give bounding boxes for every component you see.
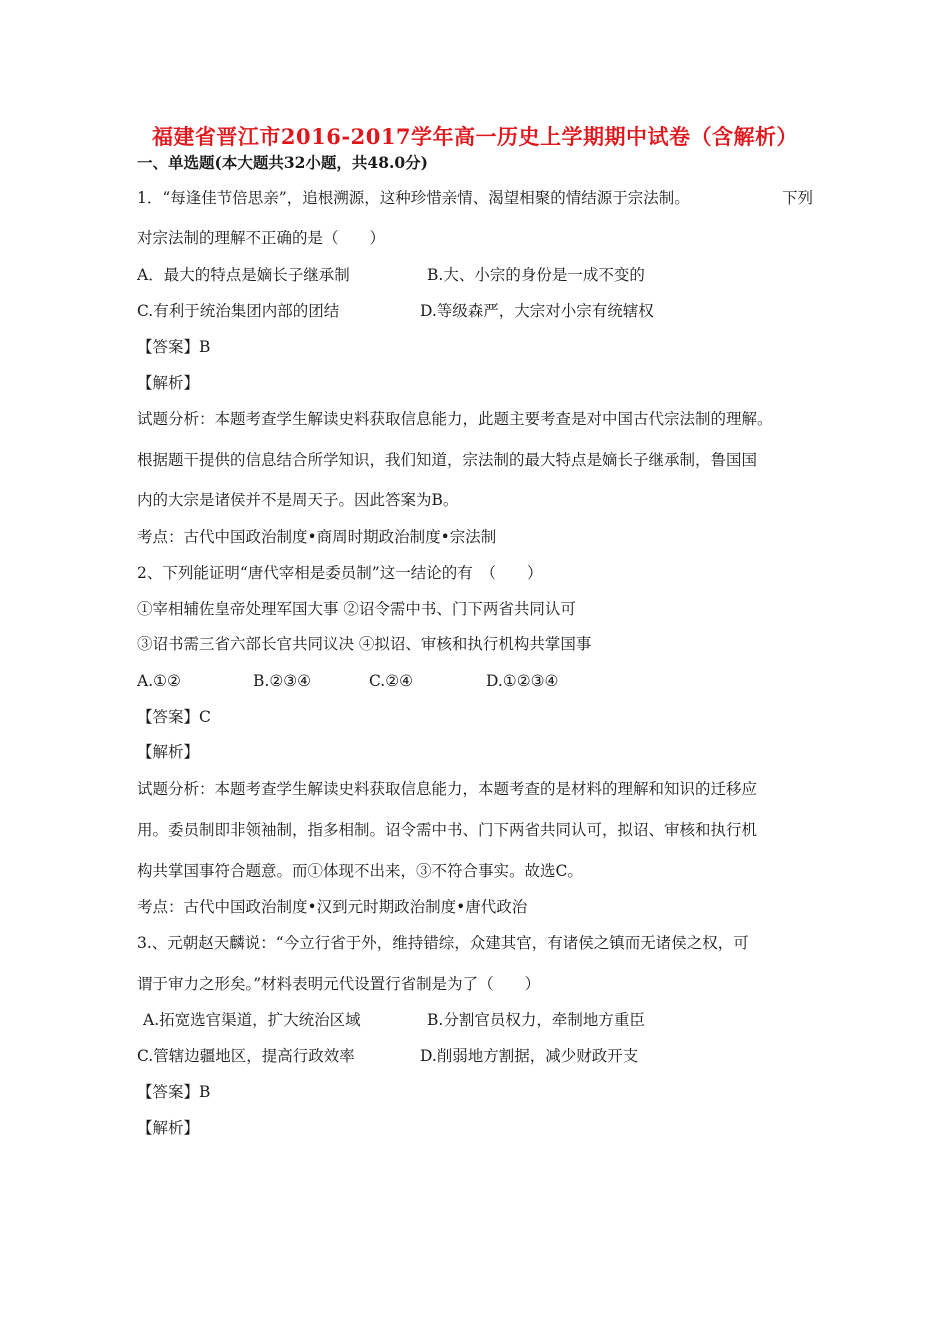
q2-option-c: C.②④ [369, 672, 414, 690]
q1-stem-line-2: 对宗法制的理解不正确的是（ ） [137, 229, 386, 247]
q1-analysis-line-3: 内的大宗是诸侯并不是周天子。因此答案为B。 [137, 491, 459, 509]
document-title: 福建省晋江市2016-2017学年高一历史上学期期中试卷（含解析） [151, 124, 799, 149]
q3-answer: 【答案】B [137, 1083, 211, 1101]
q1-option-c: C.有利于统治集团内部的团结 [137, 302, 340, 320]
q3-options-row-2 [137, 1046, 639, 1066]
q1-stem-line-1 [137, 188, 814, 208]
q1-options-row-1 [137, 265, 645, 285]
q1-options-row-2 [137, 301, 654, 321]
q1-option-d: D.等级森严，大宗对小宗有统辖权 [420, 302, 654, 320]
q1-analysis-line-2: 根据题干提供的信息结合所学知识，我们知道，宗法制的最大特点是嫡长子继承制，鲁国国 [137, 451, 758, 469]
q2-options-row [137, 671, 559, 691]
q1-option-b: B.大、小宗的身份是一成不变的 [427, 266, 645, 284]
q2-stem: 2、下列能证明“唐代宰相是委员制”这一结论的有 （ ） [137, 564, 543, 582]
q1-answer: 【答案】B [137, 338, 211, 356]
q2-option-a: A.①② [137, 672, 181, 690]
q3-stem-line-2: 谓于审力之形矣。”材料表明元代设置行省制是为了（ ） [137, 975, 541, 993]
q2-option-d: D.①②③④ [486, 672, 559, 690]
q3-option-c: C.管辖边疆地区，提高行政效率 [137, 1047, 355, 1065]
q2-analysis-line-1: 试题分析：本题考查学生解读史料获取信息能力，本题考查的是材料的理解和知识的迁移应 [137, 780, 758, 798]
q1-stem-tail: 下列 [782, 189, 814, 207]
q2-kaodian: 考点：古代中国政治制度•汉到元时期政治制度•唐代政治 [137, 898, 528, 916]
q1-stem-text: 1．“每逢佳节倍思亲”，追根溯源，这种珍惜亲情、渴望相聚的情结源于宗法制。 [137, 189, 690, 207]
q3-analysis-heading: 【解析】 [137, 1119, 200, 1137]
q2-option-b: B.②③④ [253, 672, 312, 690]
q2-analysis-line-2: 用。委员制即非领袖制，指多相制。诏令需中书、门下两省共同认可，拟诏、审核和执行机 [137, 821, 758, 839]
q1-analysis-line-1: 试题分析：本题考查学生解读史料获取信息能力，此题主要考查是对中国古代宗法制的理解。 [137, 410, 773, 428]
q2-answer: 【答案】C [137, 708, 211, 726]
q3-option-b: B.分割官员权力，牵制地方重臣 [427, 1011, 645, 1029]
q2-item-line-2: ③诏书需三省六部长官共同议决 ④拟诏、审核和执行机构共掌国事 [137, 635, 592, 653]
q1-analysis-heading: 【解析】 [137, 374, 200, 392]
q3-stem-line-1: 3.、元朝赵天麟说：“今立行省于外，维持错综，众建其官，有诸侯之镇而无诸侯之权，可 [137, 934, 749, 952]
q2-analysis-line-3: 构共掌国事符合题意。而①体现不出来，③不符合事实。故选C。 [137, 862, 583, 880]
q2-item-line-1: ①宰相辅佐皇帝处理军国大事 ②诏令需中书、门下两省共同认可 [137, 600, 576, 618]
q3-option-a: A.拓宽选官渠道，扩大统治区域 [143, 1011, 361, 1029]
q1-option-a: A．最大的特点是嫡长子继承制 [137, 266, 350, 284]
q3-option-d: D.削弱地方割据，减少财政开支 [420, 1047, 639, 1065]
q1-kaodian: 考点：古代中国政治制度•商周时期政治制度•宗法制 [137, 528, 497, 546]
q3-options-row-1 [137, 1010, 645, 1030]
section-heading: 一、单选题(本大题共32小题，共48.0分) [137, 153, 428, 172]
q2-analysis-heading: 【解析】 [137, 743, 200, 761]
